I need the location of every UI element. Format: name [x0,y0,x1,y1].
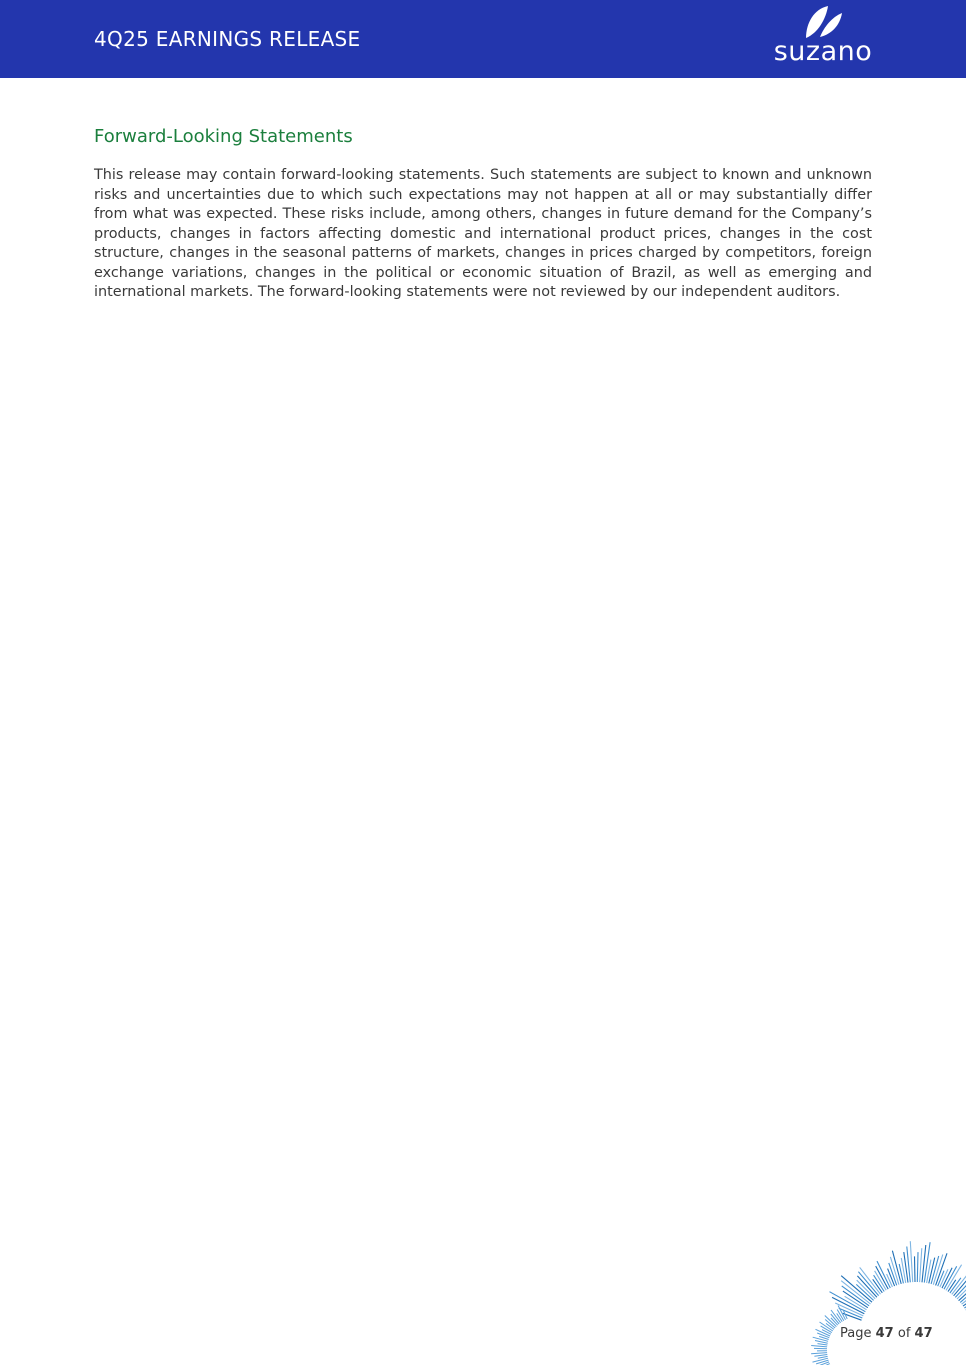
ray-line [955,1272,966,1297]
ray-line [814,1355,827,1357]
ray-line [818,1344,828,1345]
ray-line [946,1265,962,1291]
ray-line [887,1274,893,1287]
ray-line [920,1248,922,1282]
ray-line [813,1358,829,1362]
section-heading: Forward-Looking Statements [94,126,353,147]
suzano-logo [768,3,878,69]
decorative-ray-graphic [766,1230,966,1365]
header-bar [0,0,966,78]
page-number [840,1325,933,1343]
page-of: of [897,1326,911,1341]
ray-line [917,1252,918,1282]
ray-line [811,1346,827,1347]
page-label: Page [840,1326,872,1341]
document-title: 4Q25 EARNINGS RELEASE [94,27,361,51]
page-total: 47 [914,1326,933,1341]
ray-line [811,1353,827,1354]
forward-looking-paragraph: This release may contain forward-looking statements. Such statements are subject to known and unknown risks and uncertainties due to which such expectations may not happen at all or may substantially differ from what was expected. These risks include, among others, changes in future demand for the Company’s products, changes in factors affecting domestic and international product prices, changes in the cost structure, changes in the seasonal patterns of markets, changes in prices charged by competitors, foreign exchange variations, changes in the political or economic situation of Brazil, as well as emerging and international markets. The forward-looking statements were not reviewed by our independent auditors. [94,167,872,300]
ray-line [822,1330,831,1335]
page-current: 47 [875,1326,894,1341]
ray-line [915,1256,916,1282]
ray-line [910,1241,912,1282]
ray-line [818,1356,828,1358]
logo-wordmark: suzano [773,36,873,67]
